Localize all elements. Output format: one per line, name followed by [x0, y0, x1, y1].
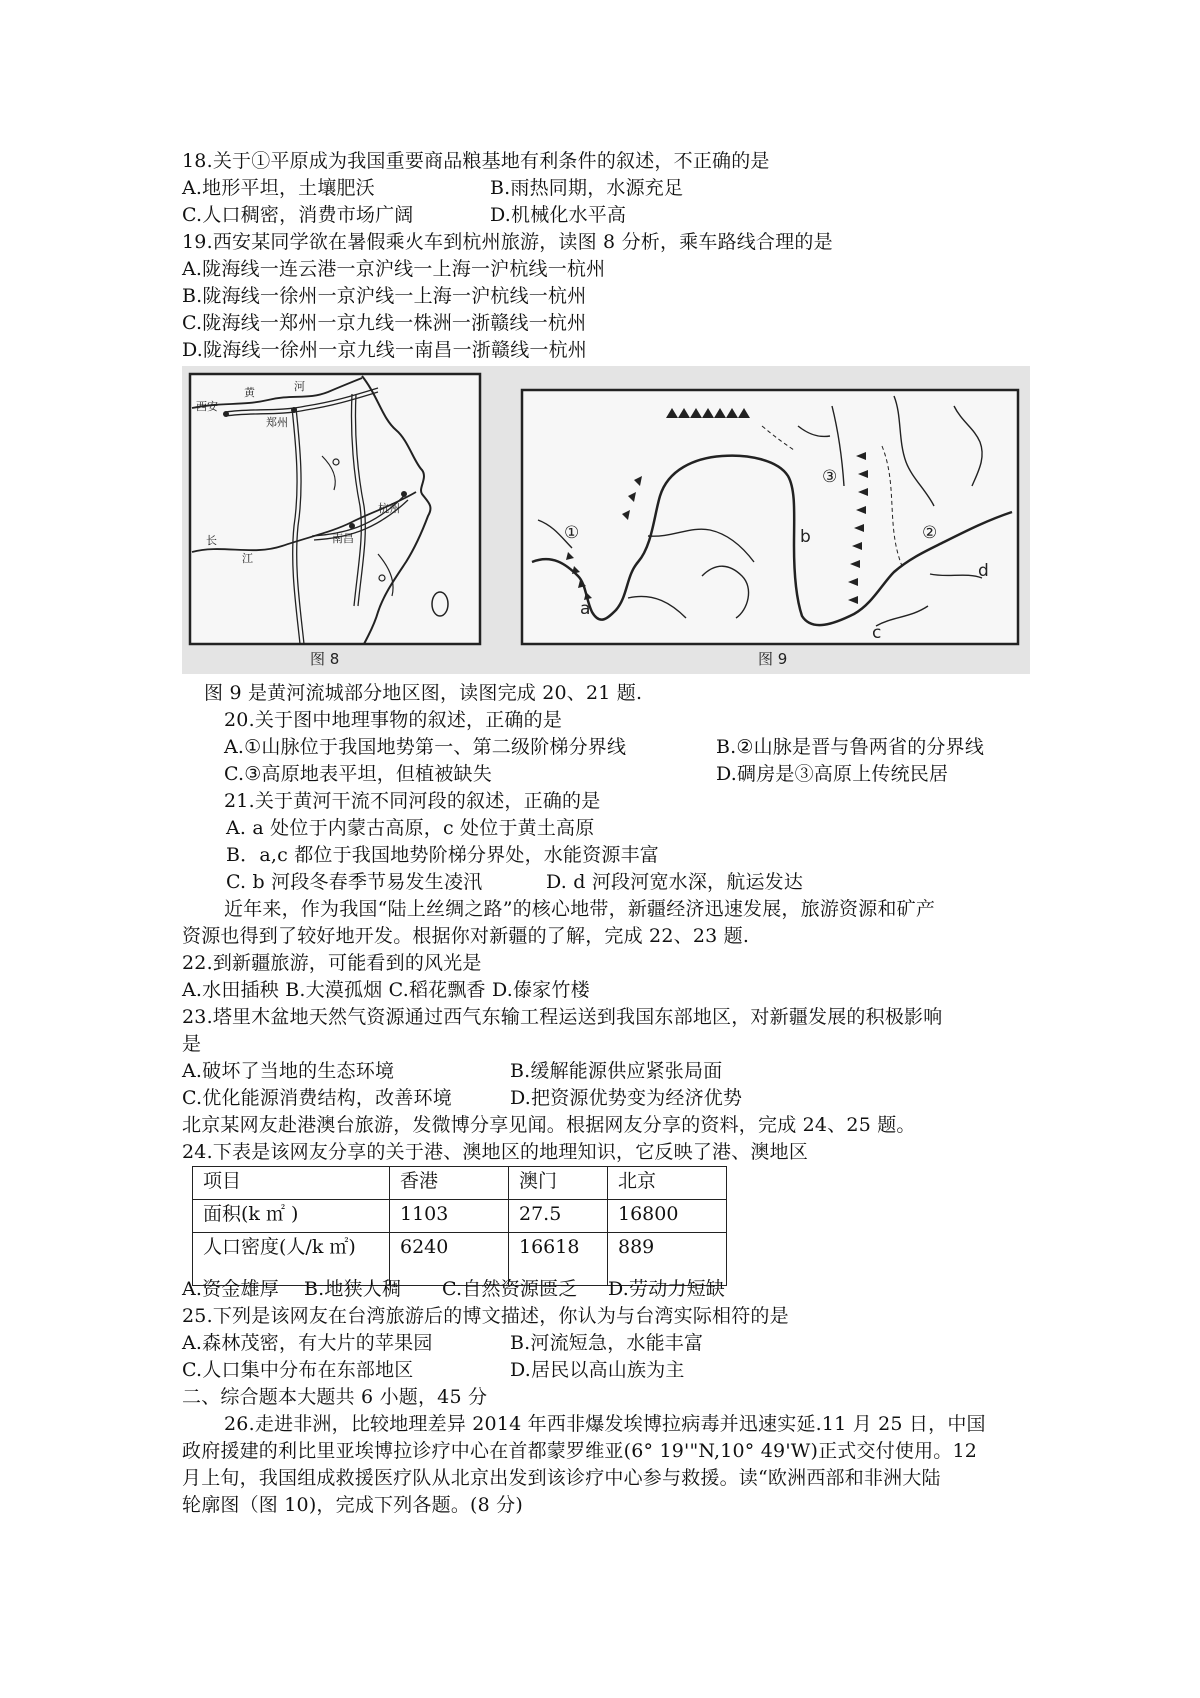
q20-option-a: A.①山脉位于我国地势第一、第二级阶梯分界线: [224, 736, 627, 758]
fig9-label-c: c: [872, 623, 882, 643]
q21-option-c: C. b 河段冬春季节易发生凌汛: [226, 871, 483, 893]
table-header-cell: 北京: [608, 1167, 727, 1200]
fig9-label-3: ③: [822, 467, 838, 487]
q24-option-c: C.自然资源匮乏: [442, 1278, 578, 1300]
q23-option-b: B.缓解能源供应紧张局面: [510, 1060, 723, 1082]
q21-option-a: A. a 处位于内蒙古高原，c 处位于黄土高原: [226, 817, 595, 839]
q25-option-a: A.森林茂密，有大片的苹果园: [182, 1332, 433, 1354]
q22-stem: 22.到新疆旅游，可能看到的风光是: [182, 952, 482, 974]
q25-stem: 25.下列是该网友在台湾旅游后的博文描述，你认为与台湾实际相符的是: [182, 1305, 789, 1327]
fig9-label-a: a: [580, 599, 591, 619]
fig9-caption: 图 9: [758, 650, 788, 668]
fig8-label-zhengzhou: 郑州: [266, 416, 288, 429]
fig9-label-1: ①: [564, 523, 580, 543]
fig9-label-d: d: [978, 561, 989, 581]
fig8-label-he: 河: [294, 380, 305, 393]
table-cell: 面积(k ㎡ ): [193, 1200, 390, 1233]
fig9-label-b: b: [800, 527, 811, 547]
table-cell: 6240: [390, 1233, 509, 1286]
q24-option-b: B.地狭人稠: [304, 1278, 402, 1300]
q23-option-c: C.优化能源消费结构，改善环境: [182, 1087, 452, 1109]
q20-option-b: B.②山脉是晋与鲁两省的分界线: [716, 736, 985, 758]
q24-table: [192, 1166, 727, 1286]
q26-line2: 政府援建的利比里亚埃博拉诊疗中心在首都蒙罗维亚(6° 19'"N,10° 49'W)正式交付使用。12: [182, 1440, 978, 1462]
table-cell: 16618: [509, 1233, 608, 1286]
section-2-heading: 二、综合题本大题共 6 小题，45 分: [182, 1386, 488, 1408]
q19-option-c: C.陇海线一郑州一京九线一株洲一浙赣线一杭州: [182, 312, 587, 334]
q25-option-c: C.人口集中分布在东部地区: [182, 1359, 414, 1381]
q23-option-a: A.破坏了当地的生态环境: [182, 1060, 395, 1082]
fig8-label-jiang: 江: [242, 552, 253, 565]
q24-option-d: D.劳动力短缺: [608, 1278, 725, 1300]
maps-svg: [182, 366, 1030, 674]
fig8-caption: 图 8: [310, 650, 340, 668]
q24-option-a: A.资金雄厚: [182, 1278, 279, 1300]
fig8-label-nanchang: 南昌: [332, 532, 354, 545]
intro-fig9: 图 9 是黄河流城部分地区图，读图完成 20、21 题.: [204, 682, 643, 704]
fig8-label-hangzhou: 杭州: [378, 502, 400, 515]
q26-line4: 轮廓图（图 10)，完成下列各题。(8 分): [182, 1494, 523, 1516]
q19-option-d: D.陇海线一徐州一京九线一南昌一浙赣线一杭州: [182, 339, 587, 361]
q21-option-d: D. d 河段河宽水深，航运发达: [546, 871, 804, 893]
q23-stem-line1: 23.塔里木盆地天然气资源通过西气东输工程运送到我国东部地区，对新疆发展的积极影响: [182, 1006, 943, 1028]
q20-option-d: D.碉房是③高原上传统民居: [716, 763, 949, 785]
fig8-label-xian: 西安: [196, 400, 218, 413]
table-row: [193, 1200, 727, 1233]
q22-options: A.水田插秧 B.大漠孤烟 C.稻花飘香 D.傣家竹楼: [182, 979, 590, 1001]
fig8-label-chang: 长: [206, 534, 217, 547]
fig8-map: [190, 374, 480, 668]
intro-xinjiang-line2: 资源也得到了较好地开发。根据你对新疆的了解，完成 22、23 题.: [182, 925, 750, 947]
intro-beijing: 北京某网友赴港澳台旅游，发微博分享见闻。根据网友分享的资料，完成 24、25 题。: [182, 1114, 916, 1136]
fig8-label-huang: 黄: [244, 386, 255, 399]
q18-option-a: A.地形平坦，土壤肥沃: [182, 177, 375, 199]
table-cell: 1103: [390, 1200, 509, 1233]
q18-stem: 18.关于①平原成为我国重要商品粮基地有利条件的叙述，不正确的是: [182, 150, 770, 172]
table-cell: 人口密度(人/k ㎡): [193, 1233, 390, 1286]
q19-option-b: B.陇海线一徐州一京沪线一上海一沪杭线一杭州: [182, 285, 587, 307]
table-cell: 27.5: [509, 1200, 608, 1233]
table-header-cell: 澳门: [509, 1167, 608, 1200]
table-header-cell: 香港: [390, 1167, 509, 1200]
table-header-cell: 项目: [193, 1167, 390, 1200]
q23-option-d: D.把资源优势变为经济优势: [510, 1087, 743, 1109]
fig9-map: [522, 390, 1018, 668]
q20-stem: 20.关于图中地理事物的叙述，正确的是: [224, 709, 563, 731]
q25-option-d: D.居民以高山族为主: [510, 1359, 685, 1381]
q18-option-b: B.雨热同期，水源充足: [490, 177, 684, 199]
q25-option-b: B.河流短急，水能丰富: [510, 1332, 704, 1354]
table-cell: 16800: [608, 1200, 727, 1233]
intro-xinjiang-line1: 近年来，作为我国“陆上丝绸之路”的核心地带，新疆经济迅速发展，旅游资源和矿产: [224, 898, 936, 920]
q19-stem: 19.西安某同学欲在暑假乘火车到杭州旅游，读图 8 分析，乘车路线合理的是: [182, 231, 833, 253]
table-header-row: [193, 1167, 727, 1200]
q23-stem-line2: 是: [182, 1033, 202, 1055]
fig9-label-2: ②: [922, 523, 938, 543]
q20-option-c: C.③高原地表平坦，但植被缺失: [224, 763, 492, 785]
table-cell: 889: [608, 1233, 727, 1286]
q26-line3: 月上旬，我国组成救援医疗队从北京出发到该诊疗中心参与救援。读“欧洲西部和非洲大陆: [182, 1467, 941, 1489]
q18-option-c: C.人口稠密，消费市场广阔: [182, 204, 414, 226]
q24-stem: 24.下表是该网友分享的关于港、澳地区的地理知识，它反映了港、澳地区: [182, 1141, 809, 1163]
figures-8-9: [182, 366, 1030, 674]
q21-stem: 21.关于黄河干流不同河段的叙述，正确的是: [224, 790, 601, 812]
q19-option-a: A.陇海线一连云港一京沪线一上海一沪杭线一杭州: [182, 258, 606, 280]
q21-option-b: B．a,c 都位于我国地势阶梯分界处，水能资源丰富: [226, 844, 660, 866]
q26-line1: 26.走进非洲，比较地理差异 2014 年西非爆发埃博拉病毒并迅速实延.11 月 25 日，中国: [224, 1413, 986, 1435]
q18-option-d: D.机械化水平高: [490, 204, 627, 226]
